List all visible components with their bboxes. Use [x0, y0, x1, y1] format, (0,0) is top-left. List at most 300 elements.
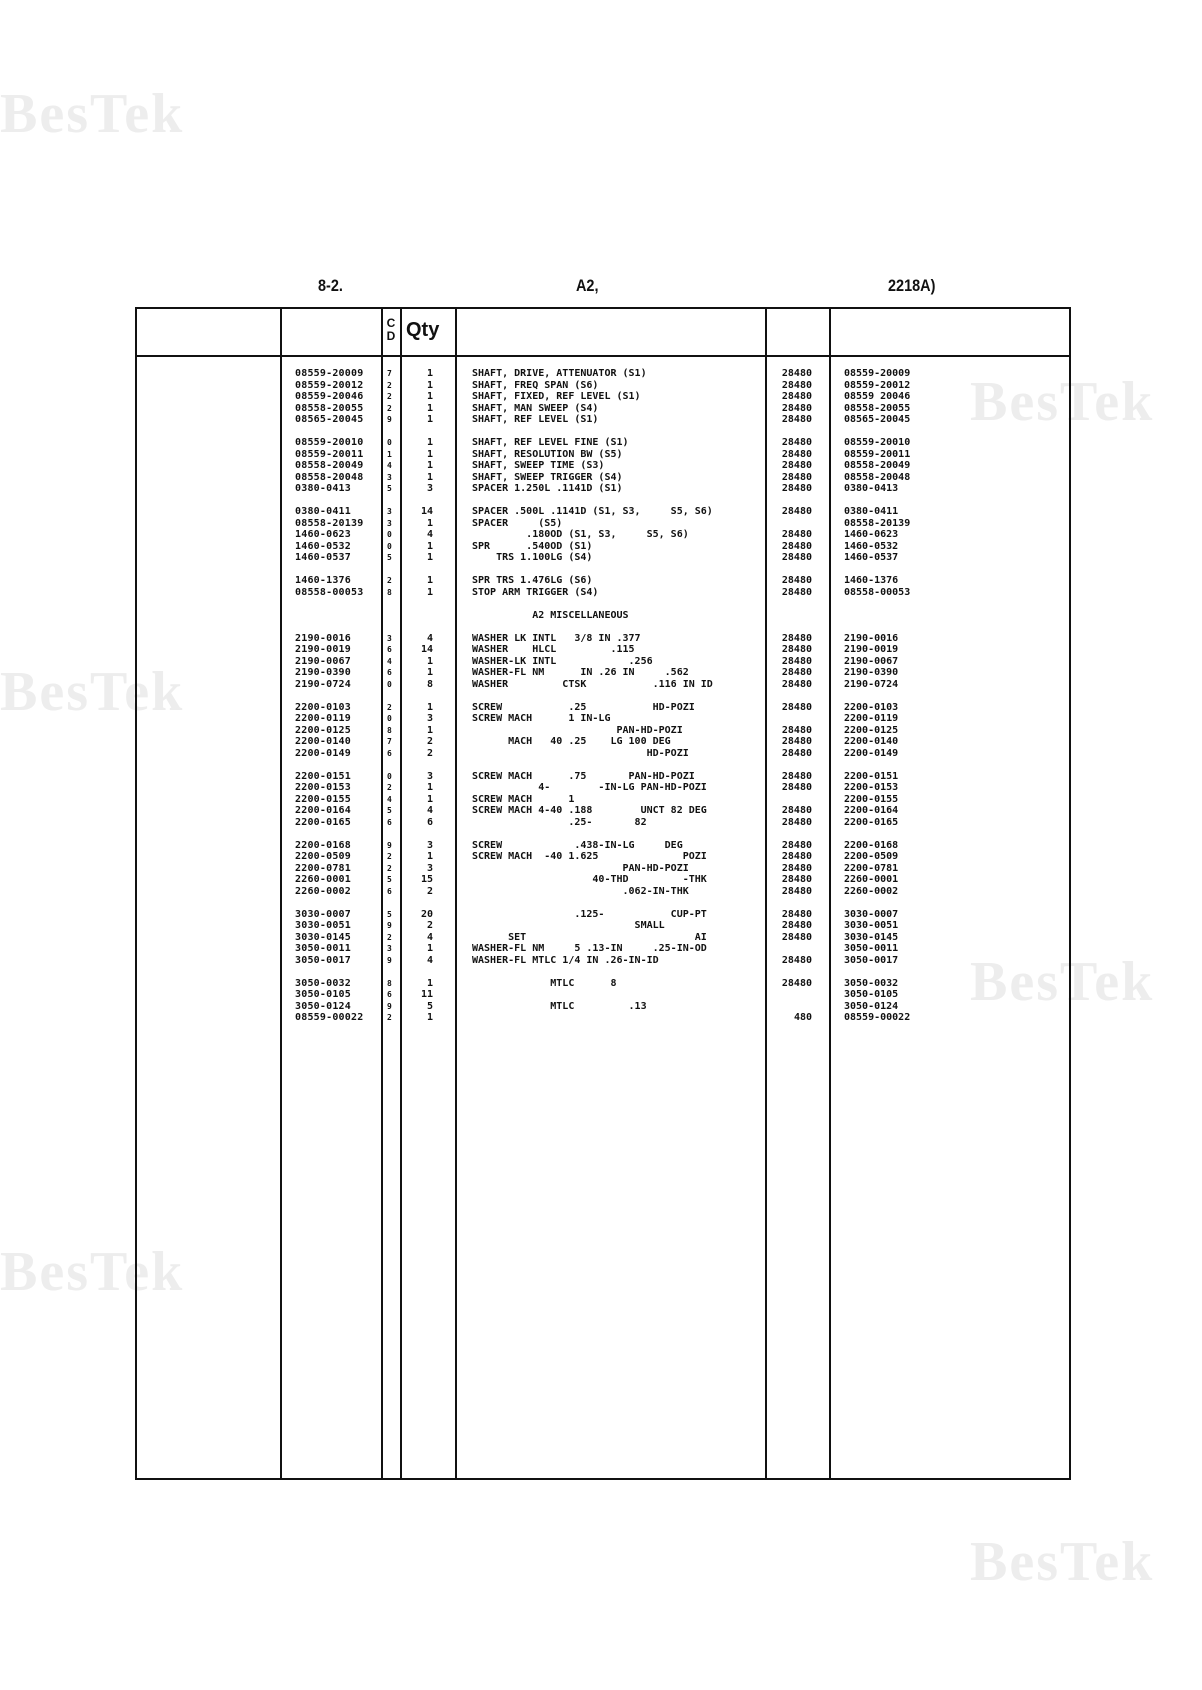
check-digit: 8 [387, 587, 392, 597]
part-number: 08558-20049 [295, 460, 364, 471]
mfr-code: 28480 [781, 448, 812, 460]
table-row [137, 460, 1069, 472]
table-row [137, 748, 1069, 760]
part-number: 08559-20012 [295, 379, 364, 391]
mfr-part-number: 2190-0016 [844, 632, 899, 644]
mfr-part-number: 2260-0002 [844, 885, 899, 897]
quantity: 1 [426, 655, 433, 667]
mfr-code: 28480 [781, 954, 812, 966]
mfr-part-number: 0380-0413 [844, 483, 899, 494]
table-row [137, 943, 1069, 955]
table-row [137, 920, 1069, 932]
part-number: 08558-20048 [295, 471, 364, 483]
quantity: 15 [420, 874, 433, 885]
check-digit: 2 [387, 380, 392, 390]
part-number: 3030-0007 [295, 908, 351, 920]
check-digit: 0 [387, 438, 392, 447]
quantity: 8 [426, 678, 433, 690]
quantity: 1 [426, 414, 433, 425]
table-row [137, 932, 1069, 944]
quantity: 1 [426, 1012, 433, 1023]
mfr-part-number: 08559-20009 [844, 368, 911, 379]
description: .062-IN-THK [472, 885, 689, 897]
mfr-part-number: 2190-0390 [844, 667, 899, 678]
quantity: 11 [420, 989, 433, 1000]
mfr-part-number: 0380-0411 [844, 506, 899, 517]
table-row [137, 437, 1069, 449]
mfr-part-number: 08565-20045 [844, 414, 911, 425]
part-number: 08558-20055 [295, 402, 364, 414]
assembly-ref: A2, [576, 276, 599, 295]
quantity: 1 [426, 402, 433, 414]
description: PAN-HD-POZI [472, 724, 683, 736]
mfr-part-number: 1460-0532 [844, 540, 899, 552]
mfr-part-number: 08559-00022 [844, 1012, 911, 1023]
check-digit: 2 [387, 932, 392, 942]
check-digit: 3 [387, 944, 392, 953]
description: SPACER .500L .1141D (S1, S3, S5, S6) [472, 506, 713, 517]
table-row [137, 529, 1069, 541]
mfr-code: 28480 [781, 805, 812, 816]
table-row [137, 955, 1069, 967]
mfr-part-number: 08558-20055 [844, 402, 911, 414]
table-row [137, 805, 1069, 817]
quantity: 1 [426, 724, 433, 736]
quantity: 1 [426, 437, 433, 448]
check-digit: 3 [387, 507, 392, 516]
mfr-part-number: 2200-0165 [844, 816, 899, 828]
description: MTLC 8 [472, 977, 617, 989]
mfr-code: 28480 [781, 851, 812, 862]
check-digit: 2 [387, 1013, 392, 1022]
description: SCREW MACH 1 [472, 793, 575, 805]
quantity: 1 [426, 552, 433, 563]
description: SHAFT, FREQ SPAN (S6) [472, 379, 599, 391]
description: WASHER LK INTL 3/8 IN .377 [472, 632, 641, 644]
description: .25- 82 [472, 816, 647, 828]
mfr-code: 28480 [781, 471, 812, 483]
quantity: 6 [426, 816, 433, 828]
check-digit: 6 [387, 645, 392, 654]
mfr-part-number: 2200-0155 [844, 793, 899, 805]
part-number: 2200-0103 [295, 701, 351, 713]
table-row [137, 380, 1069, 392]
part-number: 08565-20045 [295, 414, 364, 425]
description: SCREW .438-IN-LG DEG [472, 839, 683, 851]
mfr-part-number: 1460-1376 [844, 575, 899, 586]
table-row [137, 644, 1069, 656]
watermark-logo: BesTek [0, 1241, 185, 1303]
mfr-code: 28480 [781, 552, 812, 563]
mfr-code: 28480 [781, 874, 812, 885]
quantity: 1 [426, 379, 433, 391]
quantity: 1 [426, 391, 433, 402]
mfr-part-number: 2200-0153 [844, 782, 899, 793]
part-number: 2200-0168 [295, 839, 351, 851]
table-row [137, 483, 1069, 495]
table-row [137, 679, 1069, 691]
table-row [137, 414, 1069, 426]
check-digit: 6 [387, 668, 392, 677]
part-number: 2200-0781 [295, 862, 351, 874]
mfr-code: 28480 [781, 437, 812, 448]
quantity: 1 [426, 540, 433, 552]
mfr-part-number: 2200-0140 [844, 736, 899, 747]
description: PAN-HD-POZI [472, 862, 689, 874]
mfr-code: 28480 [781, 632, 812, 644]
table-row [137, 587, 1069, 599]
part-number: 2200-0153 [295, 782, 351, 793]
mfr-code: 28480 [781, 862, 812, 874]
mfr-code: 28480 [781, 506, 812, 517]
part-number: 3030-0051 [295, 920, 351, 931]
check-digit: 3 [387, 518, 392, 528]
mfr-part-number: 08558-00053 [844, 586, 911, 598]
mfr-part-number: 08558-20049 [844, 460, 911, 471]
mfr-part-number: 2260-0001 [844, 874, 899, 885]
part-number: 3030-0145 [295, 931, 351, 943]
mfr-code: 28480 [781, 736, 812, 747]
mfr-code: 28480 [781, 540, 812, 552]
table-row [137, 667, 1069, 679]
check-digit: 4 [387, 461, 392, 470]
watermark-logo: BesTek [970, 371, 1155, 433]
mfr-code: 28480 [781, 414, 812, 425]
table-row [137, 633, 1069, 645]
description: A2 MISCELLANEOUS [472, 609, 629, 621]
mfr-part-number: 2190-0019 [844, 644, 899, 655]
check-digit: 6 [387, 748, 392, 758]
mfr-code: 28480 [781, 724, 812, 736]
table-row [137, 506, 1069, 518]
check-digit: 3 [387, 633, 392, 643]
description: SCREW .25 HD-POZI [472, 701, 695, 713]
mfr-part-number: 2190-0724 [844, 678, 899, 690]
mfr-part-number: 3030-0007 [844, 908, 899, 920]
mfr-code: 28480 [781, 529, 812, 540]
check-digit: 5 [387, 553, 392, 562]
description: SHAFT, REF LEVEL (S1) [472, 414, 599, 425]
mfr-code: 28480 [781, 885, 812, 897]
mfr-code: 28480 [781, 770, 812, 782]
part-number: 08559-20046 [295, 391, 364, 402]
description: WASHER-FL MTLC 1/4 IN .26-IN-ID [472, 954, 659, 966]
quantity: 20 [420, 908, 433, 920]
check-digit: 2 [387, 576, 392, 585]
description: SHAFT, SWEEP TRIGGER (S4) [472, 471, 623, 483]
cd-column-header: C D [386, 316, 396, 343]
mfr-part-number: 2200-0781 [844, 862, 899, 874]
table-row [137, 403, 1069, 415]
mfr-code: 28480 [781, 483, 812, 494]
description: WASHER-LK INTL .256 [472, 655, 653, 667]
qty-column-header: Qty [406, 319, 440, 341]
quantity: 1 [426, 667, 433, 678]
quantity: 3 [426, 862, 433, 874]
quantity: 1 [426, 782, 433, 793]
mfr-code: 28480 [781, 747, 812, 759]
description: SPR .540OD (S1) [472, 540, 593, 552]
table-row [137, 863, 1069, 875]
description: WASHER-FL NM 5 .13-IN .25-IN-OD [472, 943, 707, 954]
table-row [137, 610, 1069, 622]
check-digit: 1 [387, 449, 392, 459]
mfr-part-number: 3030-0145 [844, 931, 899, 943]
check-digit: 9 [387, 921, 392, 930]
quantity: 4 [426, 954, 433, 966]
mfr-part-number: 08559 20046 [844, 391, 911, 402]
part-number: 2200-0164 [295, 805, 351, 816]
part-number: 2200-0140 [295, 736, 351, 747]
mfr-code: 28480 [781, 402, 812, 414]
mfr-code: 28480 [781, 977, 812, 989]
table-row [137, 575, 1069, 587]
part-number: 2200-0149 [295, 747, 351, 759]
part-number: 2200-0125 [295, 724, 351, 736]
quantity: 2 [426, 747, 433, 759]
description: SHAFT, REF LEVEL FINE (S1) [472, 437, 629, 448]
check-digit: 4 [387, 794, 392, 804]
part-number: 2200-0165 [295, 816, 351, 828]
description: WASHER-FL NM IN .26 IN .562 [472, 667, 689, 678]
mfr-part-number: 08559-20012 [844, 379, 911, 391]
mfr-part-number: 2200-0103 [844, 701, 899, 713]
quantity: 2 [426, 736, 433, 747]
check-digit: 5 [387, 484, 392, 493]
mfr-code: 28480 [781, 920, 812, 931]
description: SCREW MACH -40 1.625 POZI [472, 851, 707, 862]
check-digit: 2 [387, 783, 392, 792]
description: 4- -IN-LG PAN-HD-POZI [472, 782, 707, 793]
quantity: 4 [426, 931, 433, 943]
part-number: 2260-0002 [295, 885, 351, 897]
watermark-logo: BesTek [0, 661, 185, 723]
part-number: 1460-1376 [295, 575, 351, 586]
mfr-part-number: 2200-0164 [844, 805, 899, 816]
part-number: 2200-0119 [295, 713, 351, 724]
part-number: 2190-0016 [295, 632, 351, 644]
check-digit: 0 [387, 679, 392, 689]
mfr-code: 28480 [781, 460, 812, 471]
part-number: 2190-0724 [295, 678, 351, 690]
part-number: 08558-20139 [295, 517, 364, 529]
part-number: 3050-0011 [295, 943, 351, 954]
mfr-part-number: 08559-20011 [844, 448, 911, 460]
mfr-part-number: 3050-0032 [844, 977, 899, 989]
quantity: 14 [420, 506, 433, 517]
quantity: 2 [426, 885, 433, 897]
part-number: 3050-0105 [295, 989, 351, 1000]
mfr-part-number: 1460-0623 [844, 529, 899, 540]
part-number: 0380-0413 [295, 483, 351, 494]
quantity: 4 [426, 805, 433, 816]
quantity: 2 [426, 920, 433, 931]
part-number: 2200-0151 [295, 770, 351, 782]
table-row [137, 771, 1069, 783]
part-number: 3050-0032 [295, 977, 351, 989]
watermark-logo: BesTek [0, 83, 185, 145]
mfr-code: 28480 [781, 782, 812, 793]
description: SET AI [472, 931, 707, 943]
check-digit: 7 [387, 737, 392, 746]
part-number: 08559-20010 [295, 437, 364, 448]
mfr-code: 28480 [781, 644, 812, 655]
quantity: 3 [426, 483, 433, 494]
table-row [137, 1012, 1069, 1024]
mfr-part-number: 2200-0119 [844, 713, 899, 724]
mfr-part-number: 3050-0124 [844, 1000, 899, 1012]
description: WASHER HLCL .115 [472, 644, 635, 655]
description: MTLC .13 [472, 1000, 647, 1012]
mfr-code: 28480 [781, 586, 812, 598]
description: SCREW MACH .75 PAN-HD-POZI [472, 770, 695, 782]
quantity: 1 [426, 977, 433, 989]
check-digit: 6 [387, 990, 392, 999]
mfr-code: 28480 [781, 379, 812, 391]
description: SPACER 1.250L .1141D (S1) [472, 483, 623, 494]
part-number: 2190-0067 [295, 655, 351, 667]
check-digit: 5 [387, 909, 392, 919]
check-digit: 0 [387, 530, 392, 539]
check-digit: 5 [387, 875, 392, 884]
table-row [137, 656, 1069, 668]
mfr-part-number: 08558-20139 [844, 517, 911, 529]
mfr-code: 480 [793, 1012, 812, 1023]
check-digit: 0 [387, 771, 392, 781]
mfr-part-number: 3050-0011 [844, 943, 899, 954]
part-number: 2200-0155 [295, 793, 351, 805]
description: SPR TRS 1.476LG (S6) [472, 575, 593, 586]
table-row [137, 840, 1069, 852]
part-number: 3050-0124 [295, 1000, 351, 1012]
part-number: 08559-00022 [295, 1012, 364, 1023]
description: WASHER CTSK .116 IN ID [472, 678, 713, 690]
quantity: 1 [426, 471, 433, 483]
check-digit: 4 [387, 656, 392, 666]
table-row [137, 817, 1069, 829]
quantity: 3 [426, 839, 433, 851]
part-number: 2200-0509 [295, 851, 351, 862]
description: SCREW MACH 1 IN-LG [472, 713, 611, 724]
part-number: 2260-0001 [295, 874, 351, 885]
check-digit: 2 [387, 863, 392, 873]
check-digit: 8 [387, 725, 392, 735]
table-row [137, 368, 1069, 380]
mfr-code: 28480 [781, 931, 812, 943]
table-row [137, 886, 1069, 898]
watermark-logo: BesTek [970, 951, 1155, 1013]
part-number: 3050-0017 [295, 954, 351, 966]
mfr-code: 28480 [781, 816, 812, 828]
check-digit: 9 [387, 840, 392, 850]
check-digit: 0 [387, 714, 392, 723]
mfr-part-number: 2200-0149 [844, 747, 899, 759]
mfr-part-number: 2200-0151 [844, 770, 899, 782]
check-digit: 6 [387, 886, 392, 896]
quantity: 14 [420, 644, 433, 655]
mfr-part-number: 3030-0051 [844, 920, 899, 931]
mfr-part-number: 08558-20048 [844, 471, 911, 483]
mfr-part-number: 3050-0105 [844, 989, 899, 1000]
mfr-part-number: 2200-0509 [844, 851, 899, 862]
part-number: 08558-00053 [295, 586, 364, 598]
part-number: 08559-20009 [295, 368, 364, 379]
mfr-code: 28480 [781, 667, 812, 678]
table-row [137, 851, 1069, 863]
mfr-code: 28480 [781, 678, 812, 690]
check-digit: 8 [387, 978, 392, 988]
table-row [137, 1001, 1069, 1013]
table-row [137, 449, 1069, 461]
table-row [137, 989, 1069, 1001]
description: HD-POZI [472, 747, 689, 759]
part-number: 08559-20011 [295, 448, 364, 460]
check-digit: 2 [387, 702, 392, 712]
quantity: 1 [426, 448, 433, 460]
mfr-part-number: 3050-0017 [844, 954, 899, 966]
table-row [137, 978, 1069, 990]
mfr-part-number: 2190-0067 [844, 655, 899, 667]
description: SHAFT, RESOLUTION BW (S5) [472, 448, 623, 460]
check-digit: 2 [387, 852, 392, 861]
table-row [137, 472, 1069, 484]
quantity: 1 [426, 943, 433, 954]
description: 40-THD -THK [472, 874, 707, 885]
mfr-part-number: 1460-0537 [844, 552, 899, 563]
table-row [137, 794, 1069, 806]
quantity: 1 [426, 517, 433, 529]
mfr-part-number: 2200-0125 [844, 724, 899, 736]
description: TRS 1.100LG (S4) [472, 552, 593, 563]
table-row [137, 391, 1069, 403]
check-digit: 6 [387, 817, 392, 827]
mfr-code: 28480 [781, 839, 812, 851]
table-row [137, 541, 1069, 553]
table-row [137, 725, 1069, 737]
check-digit: 9 [387, 1001, 392, 1011]
table-row [137, 736, 1069, 748]
check-digit: 5 [387, 806, 392, 815]
quantity: 1 [426, 575, 433, 586]
quantity: 4 [426, 632, 433, 644]
mfr-code: 28480 [781, 575, 812, 586]
table-row [137, 702, 1069, 714]
check-digit: 9 [387, 415, 392, 424]
check-digit: 3 [387, 472, 392, 482]
check-digit: 9 [387, 955, 392, 965]
parts-table [135, 307, 1071, 1480]
description: .125- CUP-PT [472, 908, 707, 920]
mfr-code: 28480 [781, 391, 812, 402]
part-number: 1460-0537 [295, 552, 351, 563]
quantity: 4 [426, 529, 433, 540]
description: SMALL [472, 920, 665, 931]
part-number: 2190-0019 [295, 644, 351, 655]
mfr-part-number: 08559-20010 [844, 437, 911, 448]
quantity: 1 [426, 793, 433, 805]
part-number: 2190-0390 [295, 667, 351, 678]
check-digit: 2 [387, 403, 392, 413]
model-number: 2218A) [888, 276, 936, 295]
quantity: 1 [426, 701, 433, 713]
table-row [137, 518, 1069, 530]
quantity: 1 [426, 460, 433, 471]
quantity: 5 [426, 1000, 433, 1012]
check-digit: 0 [387, 541, 392, 551]
mfr-part-number: 2200-0168 [844, 839, 899, 851]
table-row [137, 552, 1069, 564]
quantity: 1 [426, 368, 433, 379]
